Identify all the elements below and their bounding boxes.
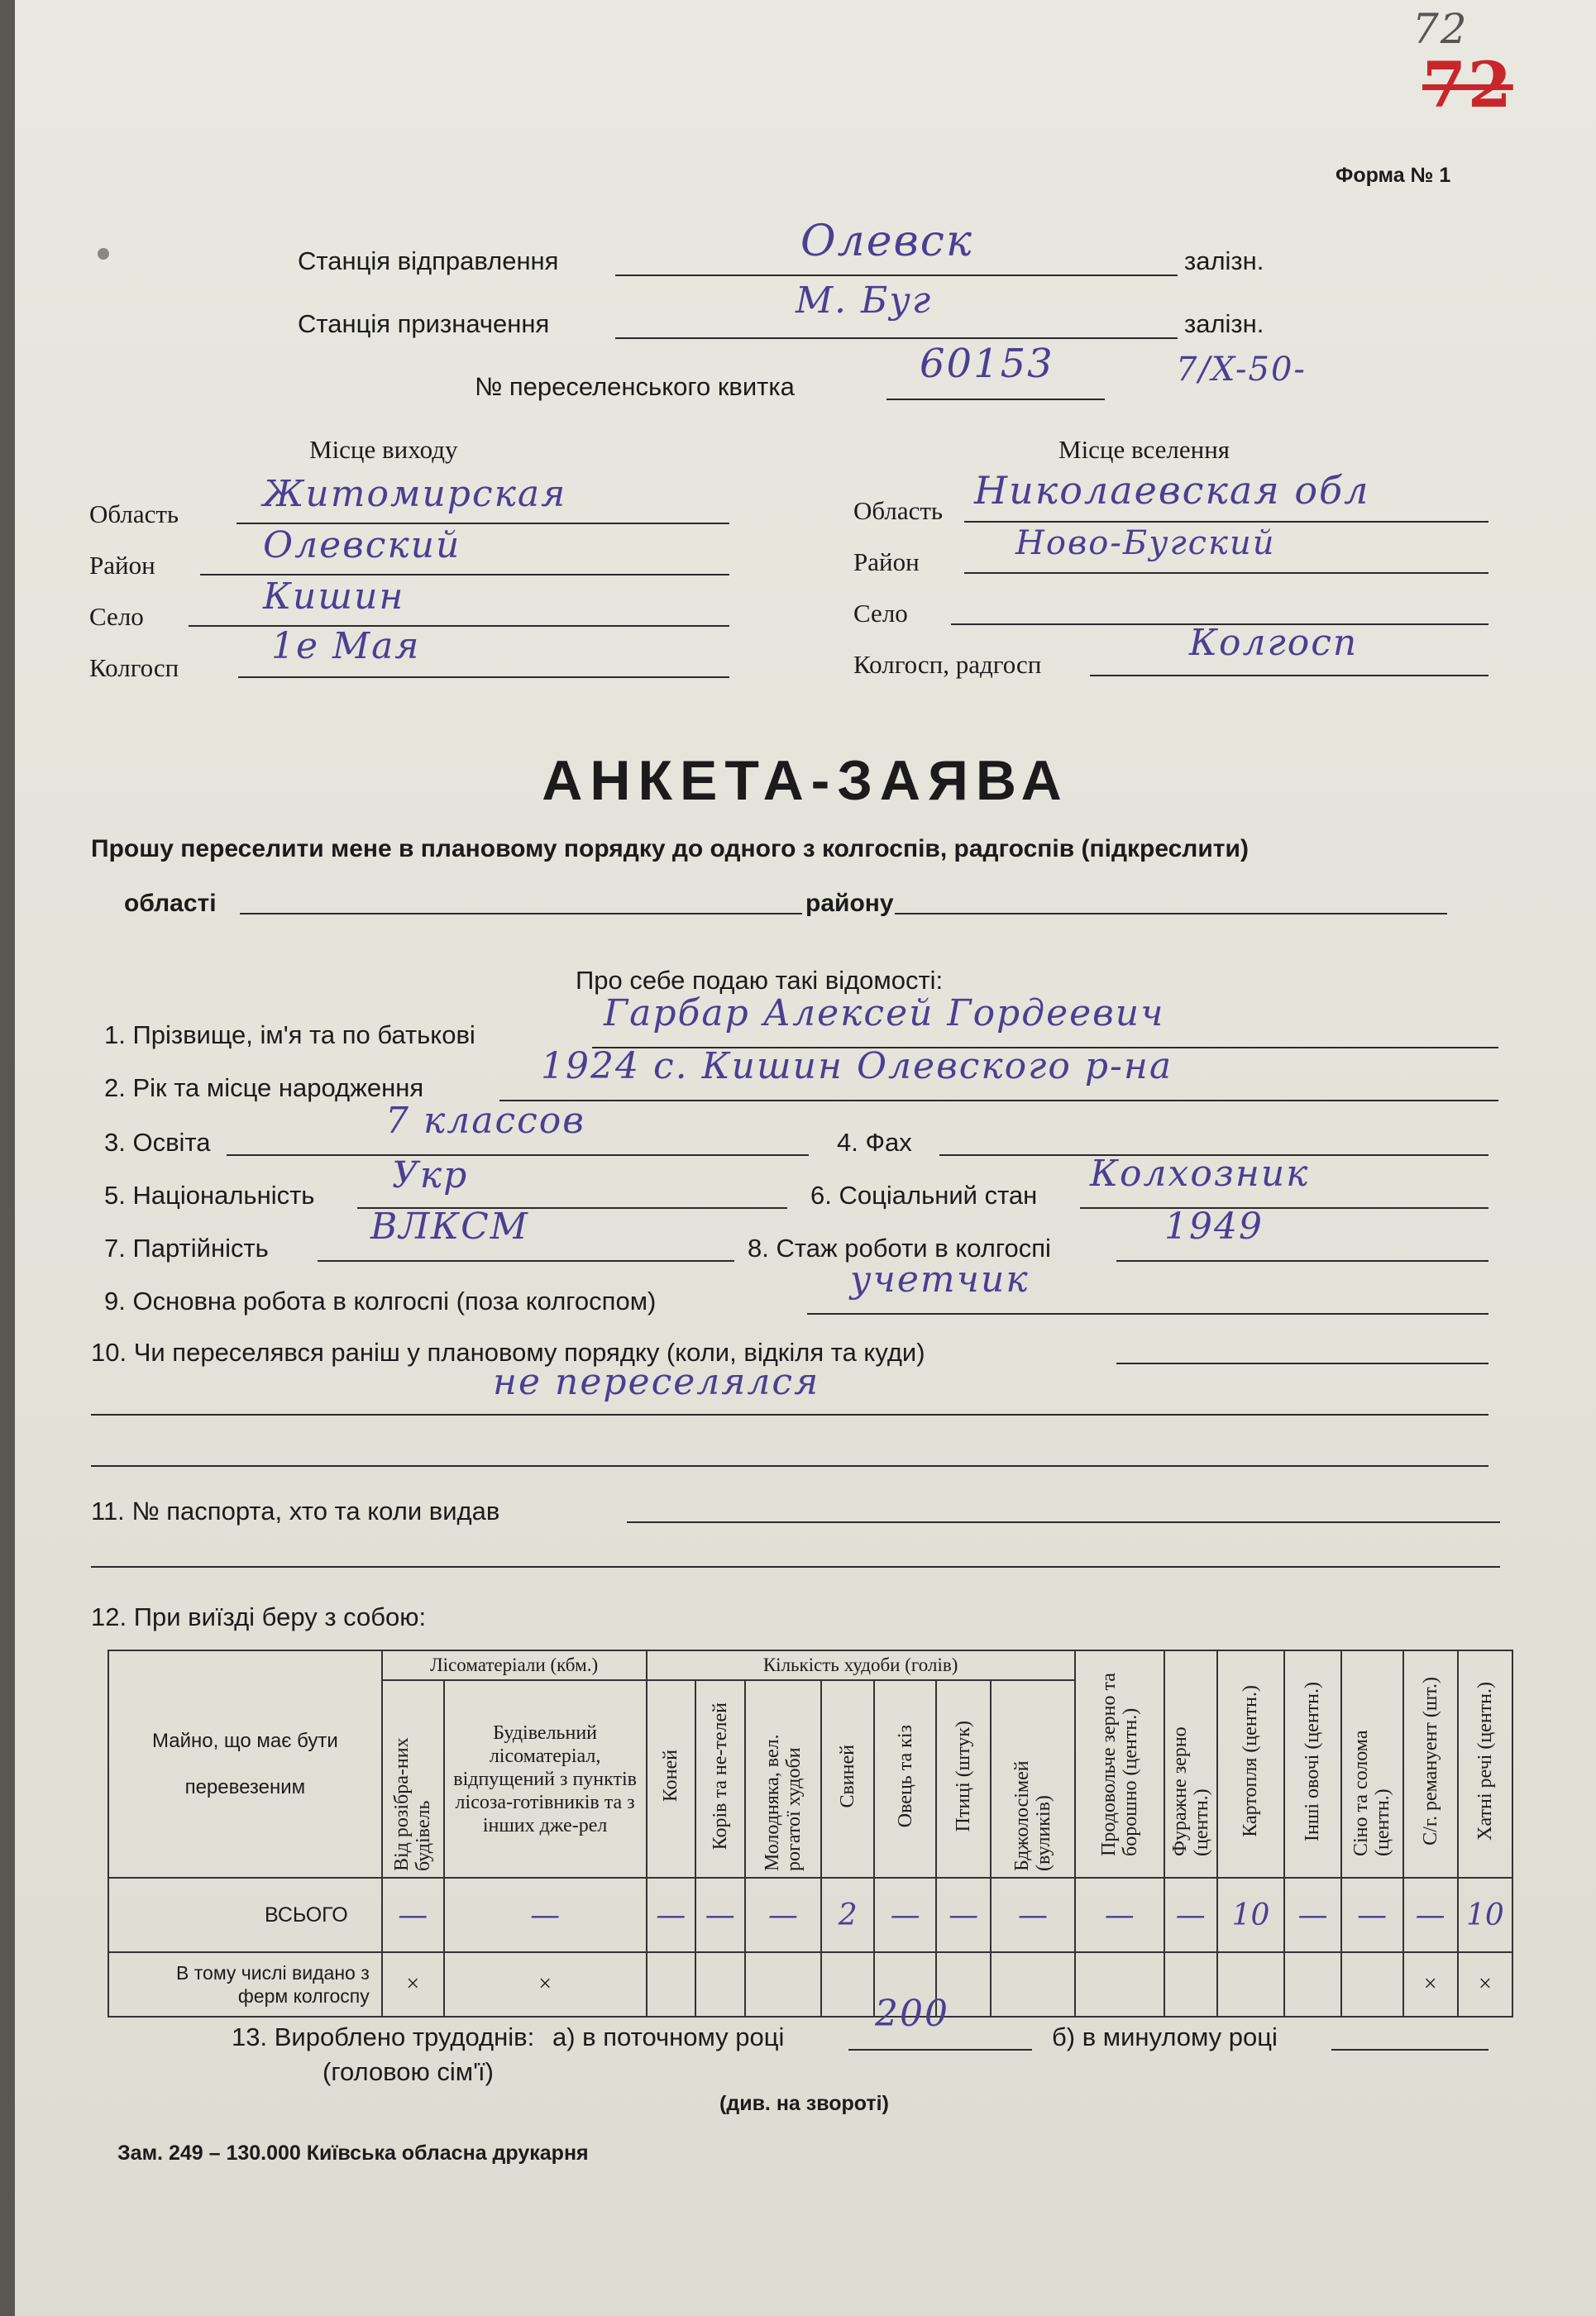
ticket-number: 60153 [920,341,1054,387]
destination-heading: Місце вселення [1058,435,1230,464]
see-reverse: (див. на звороті) [719,2092,889,2115]
destination-station-value: М. Буг [796,279,933,322]
form-label: Форма № 1 [1336,164,1451,187]
col-header-12: Картопля (центн.) [1240,1685,1262,1837]
table-row-total [108,1878,1512,1952]
field-1-value: Гарбар Алексей Гордеевич [604,992,1165,1034]
col-header-5: Молодняка, вел. рогатої худоби [761,1734,805,1871]
field-2-value: 1924 с. Кишин Олевского р-на [541,1045,1173,1087]
field-6-label: 6. Соціальний стан [810,1181,1038,1210]
table-row-total-cell-16: 10 [1458,1878,1512,1952]
table-row-farm-cell-9 [991,1952,1075,2017]
intro-text: Про себе подаю такі відомості: [576,966,944,995]
field-9-label: 9. Основна робота в колгоспі (поза колгоспом) [104,1287,657,1316]
col-header-11: Фуражне зерно (центн.) [1168,1726,1212,1856]
staple-hole [98,248,109,260]
origin-kolhosp-value: 1е Мая [271,625,421,667]
table-row-farm [108,1952,1512,2017]
table-row-farm-cell-10 [1075,1952,1164,2017]
row-total-label: ВСЬОГО [108,1878,382,1952]
field-7-value: ВЛКСМ [370,1206,529,1248]
col-header-9: Бджолосімей (вуликів) [1011,1760,1054,1871]
origin-raion-value: Олевский [263,524,461,566]
table-row-total-cell-6: 2 [821,1878,874,1952]
col-header-14: Сіно та солома (центн.) [1350,1730,1394,1856]
col-header-16: Хатні речі (центн.) [1474,1682,1496,1841]
ticket-label: № переселенського квитка [475,372,795,401]
departure-value: Олевск [800,217,973,266]
col-header-15: С/г. ремануент (шт.) [1419,1677,1441,1846]
workdays-previous-label: б) в минулому році [1052,2022,1278,2051]
dest-oblast-label: Область [853,496,944,525]
table-row-total-cell-9: — [991,1878,1075,1952]
table-row-total-cell-8: — [936,1878,991,1952]
form-title: АНКЕТА-ЗАЯВА [542,749,1069,812]
field-3-label: 3. Освіта [104,1128,211,1157]
departure-label: Станція відправлення [298,246,559,275]
table-row-total-cell-13: — [1284,1878,1340,1952]
field-5-label: 5. Національність [104,1181,315,1210]
origin-raion-label: Район [89,551,155,580]
col-header-6: Свиней [837,1744,859,1808]
field-6-value: Колхозник [1090,1153,1310,1195]
request-raion-label: району [805,890,894,917]
dest-raion-value: Ново-Бугский [1015,524,1276,562]
workdays-current-label: а) в поточному році [552,2022,785,2051]
origin-oblast-value: Житомирская [263,473,567,515]
origin-heading: Місце виходу [309,435,458,464]
col-header-1: Від розібра-них будівель [391,1737,435,1871]
col-header-4: Корів та не-телей [709,1702,731,1850]
archive-number-old: 72 [1412,5,1469,53]
origin-selo-label: Село [89,602,144,631]
field-2-label: 2. Рік та місце народження [104,1073,424,1102]
table-row-total-cell-14: — [1341,1878,1403,1952]
field-8-value: 1949 [1164,1206,1264,1248]
request-text: Прошу переселити мене в плановому порядку до одного з колгоспів, радгоспів (підкреслити) [91,835,1249,862]
field-10-value: не переселялся [493,1361,820,1403]
livestock-group-header: Кількість худоби (голів) [647,1650,1075,1680]
col-header-7: Овець та кіз [894,1724,916,1828]
form-sheet [15,0,1596,2316]
table-row-farm-cell-3 [647,1952,696,2017]
table-row-total-cell-3: — [647,1878,696,1952]
col-header-10: Продовольче зерно та борошно (центн.) [1097,1673,1141,1856]
col-header-3: Коней [660,1750,682,1803]
table-row-total-cell-11: — [1164,1878,1217,1952]
table-row-farm-cell-15: × [1403,1952,1458,2017]
archive-number: 72 [1422,48,1513,122]
workdays-label: 13. Вироблено трудоднів: [232,2022,535,2051]
table-row-total-cell-15: — [1403,1878,1458,1952]
field-10-label: 10. Чи переселявся раніш у плановому порядку (коли, відкіля та куди) [91,1338,925,1367]
origin-oblast-label: Область [89,499,179,528]
timber-group-header: Лісоматеріали (кбм.) [382,1650,647,1680]
property-table [108,1650,1513,2018]
table-row-total-cell-2: — [444,1878,647,1952]
rail-suffix-2: залізн. [1184,309,1264,338]
dest-oblast-value: Николаевская обл [974,468,1370,513]
table-row-farm-cell-14 [1341,1952,1403,2017]
destination-station-label: Станція призначення [298,309,550,338]
workdays-sub-label: (головою сім'ї) [323,2057,494,2086]
field-12-label: 12. При виїзді беру з собою: [91,1602,427,1631]
row-farm-label: В тому числі видано з ферм колгоспу [108,1952,382,2017]
table-row-farm-cell-11 [1164,1952,1217,2017]
table-row-farm-cell-16: × [1458,1952,1512,2017]
dest-kolhosp-label: Колгосп, радгосп [853,650,1042,679]
dest-selo-label: Село [853,599,908,628]
dest-kolhosp-value: Колгосп [1189,622,1359,664]
col-header-13: Інші овочі (центн.) [1302,1681,1324,1841]
ticket-date: 7/X-50- [1176,351,1307,389]
field-8-label: 8. Стаж роботи в колгоспі [748,1234,1051,1263]
table-row-farm-cell-1: × [382,1952,444,2017]
property-header [108,1650,382,1878]
col-header-2: Будівельний лісоматеріал, відпущений з пунктів лісоза-готівників та з інших дже-рел [444,1680,647,1878]
field-9-value: учетчик [850,1258,1030,1301]
table-row-farm-cell-2: × [444,1952,647,2017]
table-row-farm-cell-12 [1217,1952,1285,2017]
field-5-value: Укр [392,1154,469,1196]
table-row-total-cell-4: — [695,1878,745,1952]
origin-kolhosp-label: Колгосп [89,653,179,682]
origin-selo-value: Кишин [263,575,405,618]
table-row-farm-cell-5 [745,1952,822,2017]
table-row-farm-cell-4 [695,1952,745,2017]
rail-suffix-1: залізн. [1184,246,1264,275]
table-row-farm-cell-6 [821,1952,874,2017]
field-7-label: 7. Партійність [104,1234,269,1263]
table-row-farm-cell-13 [1284,1952,1340,2017]
table-row-total-cell-10: — [1075,1878,1164,1952]
col-header-8: Птиці (штук) [953,1720,975,1832]
printer-imprint: Зам. 249 – 130.000 Київська обласна друкарня [117,2142,589,2165]
dest-raion-label: Район [853,547,920,576]
table-row-total-cell-1: — [382,1878,444,1952]
field-4-label: 4. Фах [837,1128,912,1157]
workdays-current-value: 200 [875,1993,949,2035]
field-3-value: 7 классов [385,1100,585,1142]
table-row-total-cell-7: — [874,1878,936,1952]
field-11-label: 11. № паспорта, хто та коли видав [91,1497,500,1526]
table-row-total-cell-12: 10 [1217,1878,1285,1952]
property-header-text: Майно, що має бути перевезеним [151,1729,338,1798]
field-1-label: 1. Прізвище, ім'я та по батькові [104,1020,475,1049]
table-row-total-cell-5: — [745,1878,822,1952]
request-oblast-label: області [124,890,217,917]
